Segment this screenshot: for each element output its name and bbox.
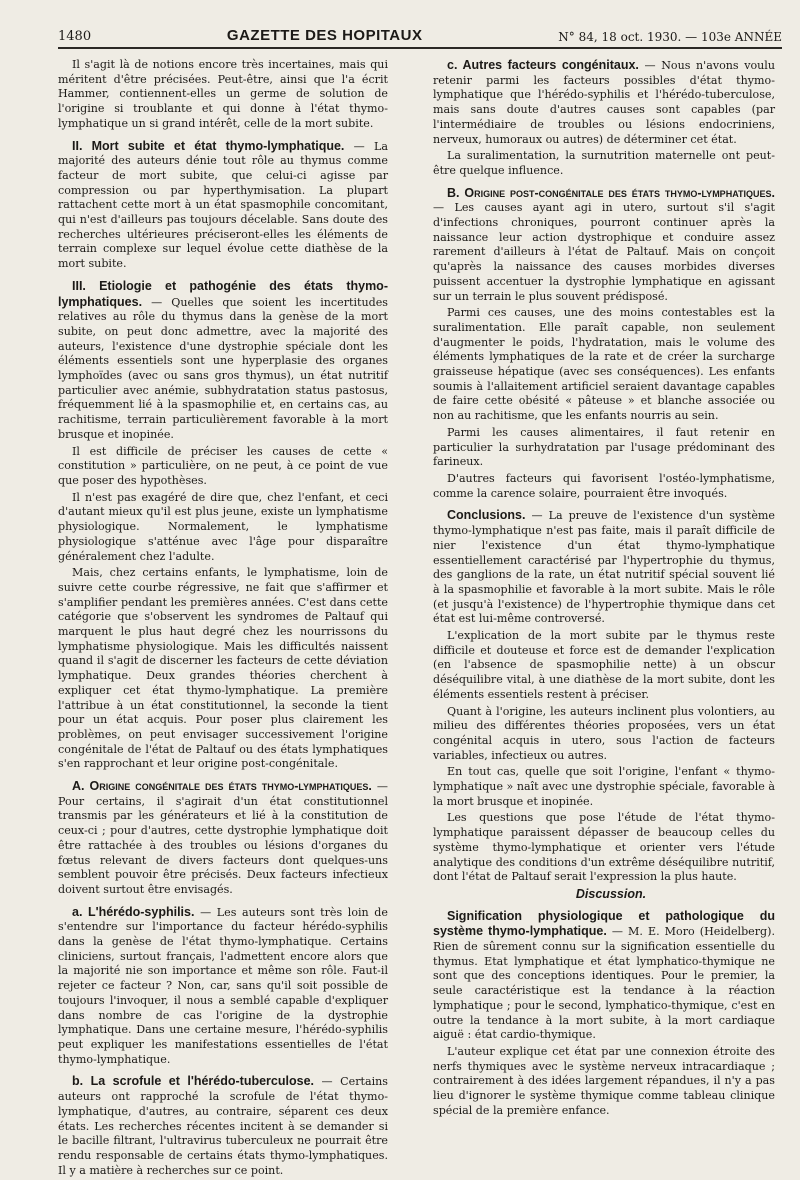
- section-title: B. Origine post-congénitale des états thymo-lymphatiques.: [447, 185, 775, 200]
- paragraph: Quant à l'origine, les auteurs inclinent plus volontiers, au milieu des différentes théories proposées, vers un état congénital acquis in utero, sous l'action de facteurs variables, infectieux ou autres.: [433, 704, 775, 762]
- section-paragraph: [433, 186, 775, 305]
- paragraph-text: — Nous n'avons voulu retenir parmi les facteurs possibles d'état thymo-lymphatique que l'hérédo-syphilis et l'hérédo-tuberculose, mais sans doute d'autres causes sont capables (par l'intermédiaire de troubles ou lésions endocriniens, nerveux, humoraux ou autres) de déterminer cet état.: [433, 59, 775, 146]
- page-header: [58, 18, 782, 49]
- section-title: a. L'hérédo-syphilis.: [72, 904, 195, 919]
- section-paragraph: [58, 779, 388, 898]
- paragraph: Parmi ces causes, une des moins contestables est la suralimentation. Elle paraît capable, non seulement d'augmenter le poids, l'hydratation, mais le volume des éléments lymphatiques de la rate et de créer la surcharge graisseuse hépatique (avec ses conséquences). Les enfants soumis à l'allaitement artificiel seraient davantage capables de faire cette obésité « pâteuse » et blanche associée ou non au rachitisme, que les enfants nourris au sein.: [433, 306, 775, 423]
- journal-title: GAZETTE DES HOPITAUX: [226, 27, 423, 44]
- section-paragraph: [58, 1074, 388, 1178]
- section-title: III. Etiologie et pathogénie des états thymo-lymphatiques.: [58, 278, 388, 309]
- paragraph: Parmi les causes alimentaires, il faut retenir en particulier la surhydratation par l'usage prédominant des farineux.: [433, 425, 775, 469]
- paragraph-text: — M. E. Moro (Heidelberg). Rien de sûrement connu sur la signification essentielle du thymus. Etat lymphatique et état lymphatico-thymique ne sont que des conceptions identiques. Pour le premier, la seule caractéristique est la tendance à la réaction lymphatique ; pour le second, lymphatico-thymique, c'est en outre la tendance à la mort subite, à la mort cardiaque aiguë : état cardio-thymique.: [433, 925, 776, 1042]
- section-title: A. Origine congénitale des états thymo-lymphatiques.: [72, 779, 372, 794]
- paragraph-text: — Pour certains, il s'agirait d'un état constitutionnel transmis par les générateurs et lié à la constitution de ceux-ci ; pour d'autres, cette dystrophie lymphatique doit être rattachée à des troubles ou lésions d'organes du fœtus relevant de divers facteurs dont quelques-uns semblent pouvoir être précisés. Deux facteurs infectieux doivent surtout être envisagés.: [58, 780, 388, 896]
- section-paragraph: [58, 905, 388, 1068]
- section-heading: Discussion.: [575, 886, 647, 901]
- right-column: [433, 58, 775, 1121]
- paragraph: L'explication de la mort subite par le thymus reste difficile et douteuse et force est de demander l'explication (en l'absence de spasmophilie nette) à un obscur déséquilibre vital, à une diathèse de la mort subite, dont les éléments essentiels restent à préciser.: [433, 629, 775, 701]
- section-paragraph: [58, 139, 388, 272]
- section-paragraph: [58, 279, 388, 443]
- paragraph-text: — Les causes ayant agi in utero, surtout s'il s'agit d'infections chroniques, pourront continuer après la naissance leur action dystrophique et conduire assez rarement d'ailleurs à l'état de Paltauf. Mais on conçoit qu'après la naissance des causes morbides diverses puissent accentuer la dystrophie lymphatique en agissant sur un terrain le plus souvent prédisposé.: [433, 201, 775, 303]
- paragraph: En tout cas, quelle que soit l'origine, l'enfant « thymo-lymphatique » naît avec une dystrophie spéciale, favorable à la mort brusque et inopinée.: [433, 765, 775, 808]
- issue-info: N° 84, 18 oct. 1930. — 103e ANNÉE: [558, 30, 782, 44]
- section-paragraph: [433, 909, 775, 1043]
- section-paragraph: [433, 508, 775, 627]
- paragraph: Il s'agit là de notions encore très incertaines, mais qui méritent d'être précisées. Peut-être, ainsi que l'a écrit Hammer, contiennent-elles un germe de solution de l'origine si troublante et qui donne à l'état thymo-lymphatique un si grand intérêt, celle de la mort subite.: [58, 58, 388, 130]
- left-column: [58, 58, 388, 1180]
- paragraph: Mais, chez certains enfants, le lymphatisme, loin de suivre cette courbe régressive, ne fait que s'affirmer et s'amplifier pendant les premières années. C'est dans cette catégorie que s'observent les syndromes de Paltauf qui marquent le plus haut degré chez les nourrissons du lymphatisme physiologique. Mais les difficultés naissent quand il s'agit de discerner les facteurs de cette déviation lymphatique. Deux grandes théories cherchent à expliquer cet état thymo-lymphatique. La première l'attribue à un état constitutionnel, la seconde la tient pour un état acquis. Pour poser plus clairement les problèmes, on peut envisager successivement l'origine congénitale de l'état de Paltauf ou des états lymphatiques s'en rapprochant et leur origine post-congénitale.: [58, 566, 388, 771]
- section-title: II. Mort subite et état thymo-lymphatique.: [72, 138, 345, 153]
- paragraph: Les questions que pose l'étude de l'état thymo-lymphatique paraissent dépasser de beaucoup celles du système thymo-lymphatique et orienter vers l'étude analytique des conditions d'un extrême déséquilibre nutritif, dont l'état de Paltauf serait l'expression la plus haute.: [433, 811, 775, 884]
- section-title: b. La scrofule et l'hérédo-tuberculose.: [72, 1074, 314, 1089]
- section-paragraph: [433, 58, 775, 147]
- paragraph: L'auteur explique cet état par une connexion étroite des nerfs thymiques avec le système nerveux intracardiaque ; contrairement à des idées largement répandues, il n'y a pas lieu d'ignorer le système thymique comme tableau clinique spécial de la première enfance.: [433, 1045, 775, 1117]
- paragraph: Il n'est pas exagéré de dire que, chez l'enfant, et ceci d'autant mieux qu'il est plus jeune, existe un lymphatisme physiologique. Normalement, le lymphatisme physiologique s'atténue avec l'âge pour disparaître généralement chez l'adulte.: [58, 490, 388, 563]
- paragraph-text: — Certains auteurs ont rapproché la scrofule de l'état thymo-lymphatique, d'autres, au contraire, séparent ces deux états. Les recherches récentes incitent à se demander si le bacille filtrant, l'ultravirus tuberculeux ne pourrait être rendu responsable de certains états thymo-lymphatiques. Il y a matière à recherches sur ce point.: [58, 1075, 388, 1177]
- page-number: 1480: [58, 29, 92, 44]
- paragraph-text: — La preuve de l'existence d'un système thymo-lymphatique n'est pas faite, mais il paraît difficile de nier l'existence d'un état thymo-lymphatique essentiellement caractérisé par l'hypertrophie du thymus, des ganglions de la rate, un état nutritif spécial souvent lié à la spasmophilie et favorable à la mort subite. Mais le rôle (et jusqu'à l'existence) de l'hypertrophie thymique dans cet état est lui-même controversé.: [433, 509, 775, 626]
- paragraph-text: — Les auteurs sont très loin de s'entendre sur l'importance du facteur hérédo-syphilis dans la genèse de l'état thymo-lymphatique. Certains cliniciens, surtout français, l'admettent encore alors que la majorité nie son importance et même son rôle. Faut-il rejeter ce facteur ? Non, car, sans qu'il soit possible de toujours l'invoquer, il nous a semblé capable d'expliquer dans nombre de cas l'origine de la dystrophie lymphatique. Dans une certaine mesure, l'hérédo-syphilis peut expliquer les manifestations essentielles de l'état thymo-lymphatique.: [58, 905, 388, 1066]
- paragraph: La suralimentation, la surnutrition maternelle ont peut-être quelque influence.: [433, 149, 775, 177]
- section-title: c. Autres facteurs congénitaux.: [447, 58, 639, 72]
- paragraph: D'autres facteurs qui favorisent l'ostéo-lymphatisme, comme la carence solaire, pourraient être invoqués.: [433, 471, 775, 500]
- paragraph-text: — Quelles que soient les incertitudes relatives au rôle du thymus dans la genèse de la mort subite, on peut donc admettre, avec la majorité des auteurs, l'existence d'une dystrophie spéciale dont les éléments essentiels sont une hyperplasie des organes lymphoïdes (avec ou sans gros thymus), un état nutritif particulier avec anémie, subhydratation status pastosus, fréquemment lié à la spasmophilie et, en certains cas, au rachitisme, terrain particulièrement favorable à la mort brusque et inopinée.: [58, 295, 388, 441]
- section-title: Conclusions.: [447, 508, 526, 523]
- section-title: Signification physiologique et pathologique du système thymo-lymphatique.: [433, 908, 775, 939]
- paragraph-text: — La majorité des auteurs dénie tout rôle au thymus comme facteur de mort subite, que celui-ci agisse par compression ou par hyperthymisation. La plupart rattachent cette mort à un état spasmophile concomitant, qui n'est d'ailleurs pas toujours décelable. Sans doute des recherches ultérieures préciseront-elles les éléments de terrain complexe sur lequel évolue cette diathèse de la mort subite.: [58, 139, 388, 271]
- paragraph: Il est difficile de préciser les causes de cette « constitution » particulière, on ne peut, à ce point de vue que poser des hypothèses.: [58, 444, 388, 487]
